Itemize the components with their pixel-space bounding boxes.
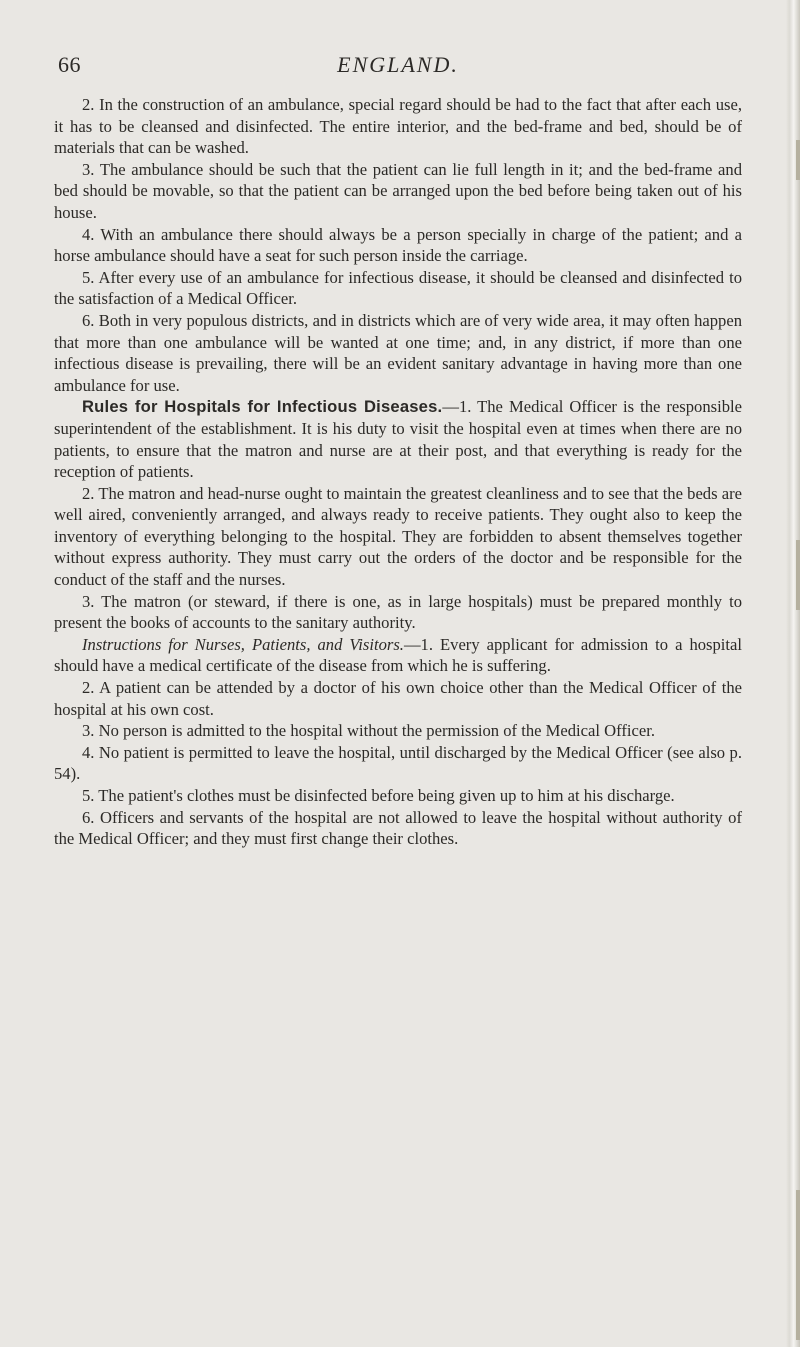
paragraph: 6. Both in very populous districts, and in districts which are of very wide area, it may often happen that more than one ambulance will be wanted at one time; and, in any district, if more than one infectious disease is prevailing, there will be an evident sanitary advantage in having more than one ambulance for use. <box>54 310 742 395</box>
section-paragraph: Instructions for Nurses, Patients, and Visitors.—1. Every applicant for admission to a hospital should have a medical certificate of the disease from which he is suffering. <box>54 634 742 676</box>
paragraph: 4. No patient is permitted to leave the hospital, until discharged by the Medical Officer (see also p. 54). <box>54 742 742 784</box>
paragraph: 3. No person is admitted to the hospital without the permission of the Medical Officer. <box>82 721 655 741</box>
page-edge <box>786 0 800 1347</box>
paragraph: 3. The matron (or steward, if there is one, as in large hospitals) must be prepared monthly to present the books of accounts to the sanitary authority. <box>54 591 742 633</box>
paragraph: 2. In the construction of an ambulance, special regard should be had to the fact that after each use, it has to be cleansed and disinfected. The entire interior, and the bed-frame and bed, should be of materials that can be washed. <box>54 95 742 158</box>
page-edge-mark <box>796 1190 800 1340</box>
running-head: ENGLAND. <box>337 52 459 77</box>
body-text <box>54 94 742 850</box>
paragraph: 2. The matron and head-nurse ought to maintain the greatest cleanliness and to see that the beds are well aired, conveniently arranged, and always ready to receive patients. They ought also to keep the inventory of everything belonging to the hospital. They are forbidden to absent themselves together without express authority. They must carry out the orders of the doctor and be responsible for the conduct of the staff and the nurses. <box>54 483 742 590</box>
paragraph: 5. After every use of an ambulance for infectious disease, it should be cleansed and disinfected to the satisfaction of a Medical Officer. <box>54 267 742 309</box>
section-heading: Rules for Hospitals for Infectious Diseases. <box>82 397 443 417</box>
paragraph: 6. Officers and servants of the hospital are not allowed to leave the hospital without authority of the Medical Officer; and they must first change their clothes. <box>54 807 742 849</box>
paragraph: 5. The patient's clothes must be disinfected before being given up to him at his discharge. <box>82 786 675 805</box>
section-paragraph: Rules for Hospitals for Infectious Diseases.—1. The Medical Officer is the responsible superintendent of the establishment. It is his duty to visit the hospital even at times when there are no patients, to ensure that the matron and nurse are at their post, and that everything is ready for the reception of patients. <box>54 397 742 482</box>
page-edge-mark <box>796 140 800 180</box>
paragraph: 2. A patient can be attended by a doctor of his own choice other than the Medical Officer of the hospital at his own cost. <box>54 678 742 719</box>
subsection-heading: Instructions for Nurses, Patients, and Visitors. <box>82 634 404 654</box>
page-edge-mark <box>796 540 800 610</box>
page-header <box>58 52 738 82</box>
paragraph: 3. The ambulance should be such that the patient can lie full length in it; and the bed-frame and bed should be movable, so that the patient can be arranged upon the bed before being taken out of his house. <box>54 159 742 222</box>
paragraph: 4. With an ambulance there should always be a person specially in charge of the patient; and a horse ambulance should have a seat for such person inside the carriage. <box>54 224 742 266</box>
page-number: 66 <box>58 52 81 77</box>
